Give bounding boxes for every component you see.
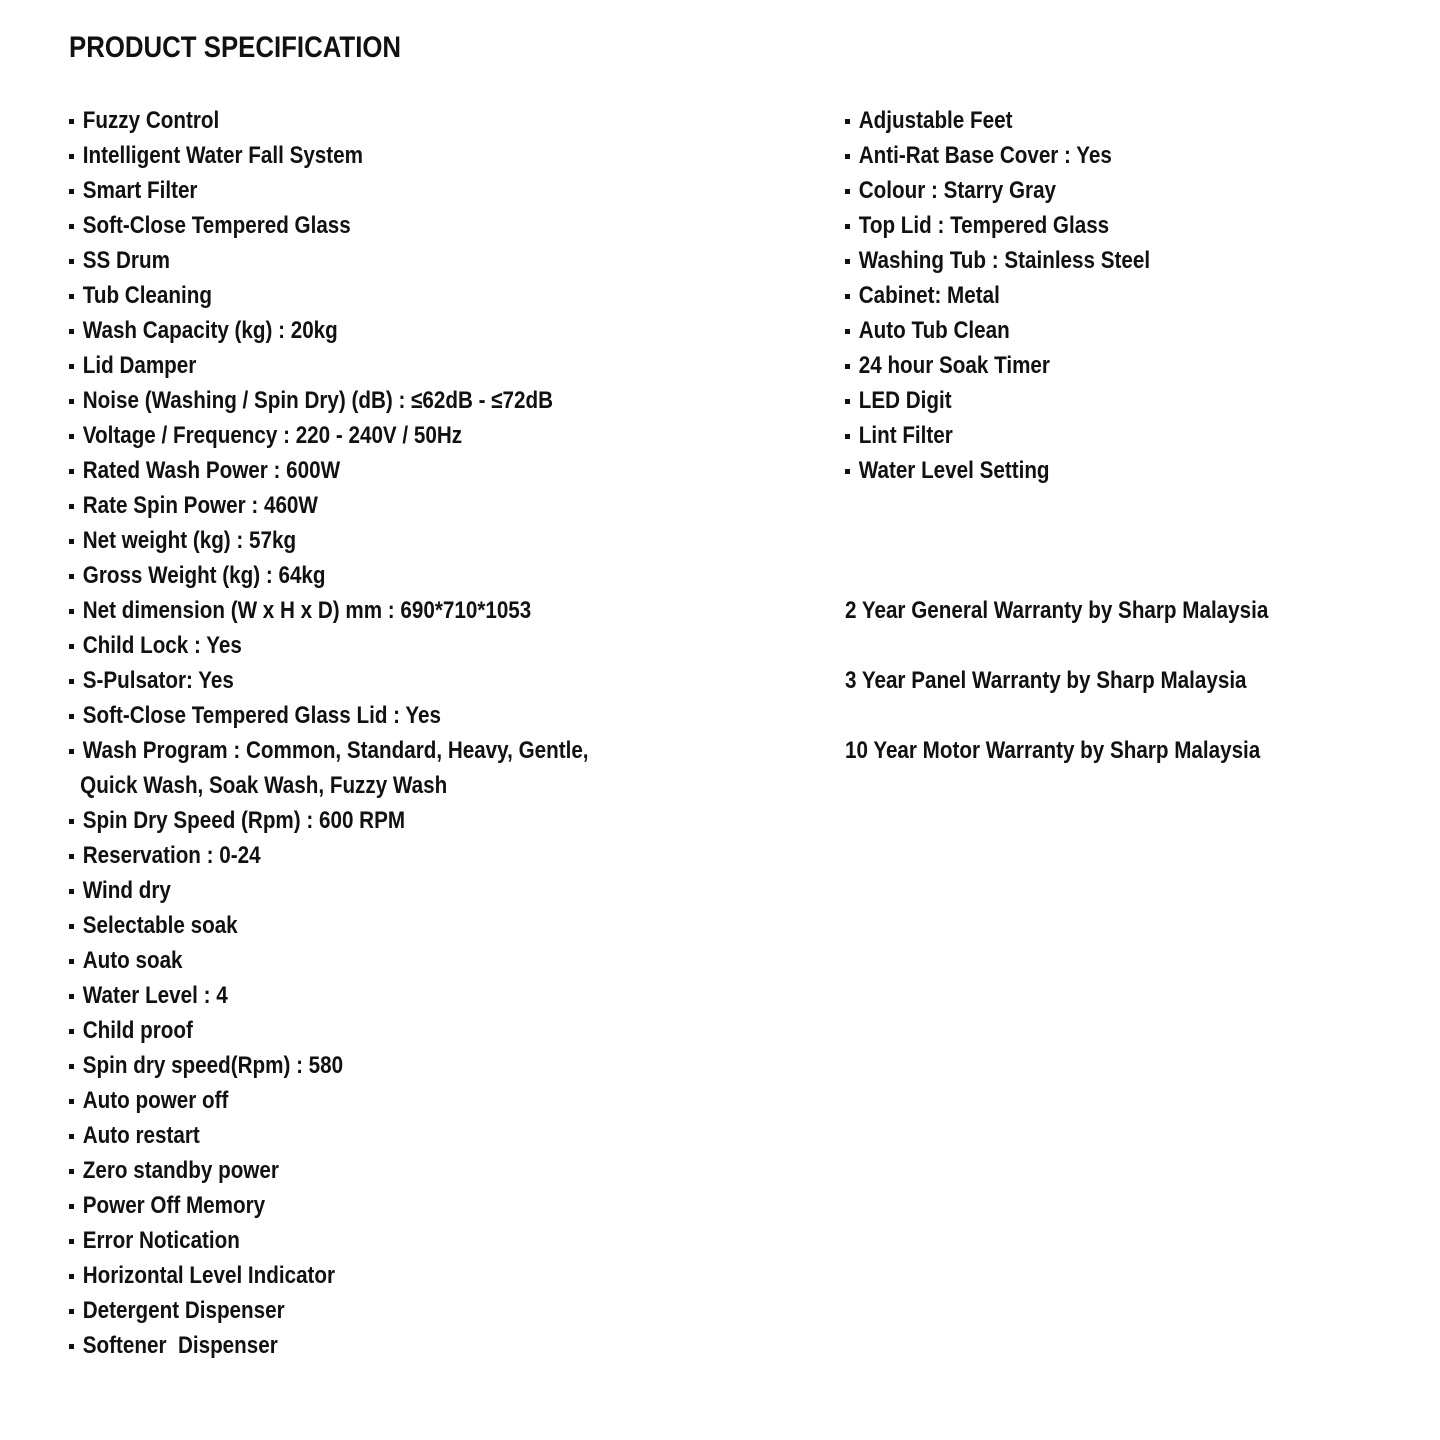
spec-text: Water Level : 4 (82, 982, 228, 1009)
spec-text: 24 hour Soak Timer (858, 352, 1050, 379)
spec-text: Adjustable Feet (858, 107, 1013, 134)
spec-text: Smart Filter (82, 177, 198, 204)
spec-text: Wash Capacity (kg) : 20kg (82, 317, 338, 344)
spec-item (69, 1048, 789, 1083)
spec-text: Lint Filter (858, 422, 953, 449)
spec-text: Error Notication (82, 1227, 240, 1254)
spec-item (69, 1188, 789, 1223)
spec-text: Spin Dry Speed (Rpm) : 600 RPM (82, 807, 406, 834)
spec-item (69, 838, 789, 873)
spec-item (69, 1083, 789, 1118)
spec-text: Intelligent Water Fall System (82, 142, 363, 169)
spec-text: Tub Cleaning (82, 282, 212, 309)
spec-item (69, 1013, 789, 1048)
spec-item (69, 103, 789, 138)
spec-text: Rate Spin Power : 460W (82, 492, 318, 519)
spec-text: Auto restart (82, 1122, 200, 1149)
warranty-item (845, 733, 1337, 803)
page-title: PRODUCT SPECIFICATION (69, 31, 402, 64)
spec-item (69, 173, 789, 208)
spec-text: Fuzzy Control (82, 107, 220, 134)
spec-text: Voltage / Frequency : 220 - 240V / 50Hz (82, 422, 463, 449)
spec-text: Zero standby power (82, 1157, 279, 1184)
spec-text-line: Wash Program : Common, Standard, Heavy, Gentle, (82, 737, 589, 764)
spec-item (69, 943, 789, 978)
spec-item (69, 908, 789, 943)
spec-text: Power Off Memory (82, 1192, 266, 1219)
spec-item (69, 978, 789, 1013)
spec-item (845, 383, 1405, 418)
spec-item (845, 208, 1405, 243)
spec-item (69, 453, 789, 488)
spec-text: Cabinet: Metal (858, 282, 1000, 309)
spec-item (69, 698, 789, 733)
spec-item (845, 348, 1405, 383)
spec-item (69, 488, 789, 523)
spec-item (845, 313, 1405, 348)
spec-item (845, 138, 1405, 173)
spec-text: Child proof (82, 1017, 193, 1044)
spec-item (69, 348, 789, 383)
spec-item (69, 1153, 789, 1188)
spec-item (69, 733, 789, 803)
spec-item (69, 663, 789, 698)
spec-text: Auto power off (82, 1087, 229, 1114)
warranty-item (845, 663, 1337, 733)
warranty-text: 10 Year Motor Warranty by Sharp Malaysia (845, 737, 1261, 764)
spec-text: Horizontal Level Indicator (82, 1262, 336, 1289)
spec-text: Auto soak (82, 947, 183, 974)
spec-text: Auto Tub Clean (858, 317, 1010, 344)
spec-text: Gross Weight (kg) : 64kg (82, 562, 326, 589)
spec-item (845, 278, 1405, 313)
spec-text: Noise (Washing / Spin Dry) (dB) : ≤62dB - ≤72dB (82, 387, 554, 414)
spec-text: SS Drum (82, 247, 170, 274)
spec-item (69, 383, 789, 418)
spec-text: Spin dry speed(Rpm) : 580 (82, 1052, 344, 1079)
spec-item (845, 453, 1405, 488)
spec-text: Lid Damper (82, 352, 197, 379)
spec-item (69, 523, 789, 558)
spec-text: S-Pulsator: Yes (82, 667, 234, 694)
spec-text: Wind dry (82, 877, 171, 904)
spec-text: Net dimension (W x H x D) mm : 690*710*1053 (82, 597, 532, 624)
spec-item (69, 1293, 789, 1328)
spec-text: Net weight (kg) : 57kg (82, 527, 297, 554)
spec-item (845, 418, 1405, 453)
spec-item (69, 418, 789, 453)
spec-item (69, 1223, 789, 1258)
spec-item (845, 173, 1405, 208)
spec-item (69, 873, 789, 908)
spec-text: Softener Dispenser (82, 1332, 278, 1359)
spec-text: Reservation : 0-24 (82, 842, 261, 869)
spec-item (69, 138, 789, 173)
warranty-text: 3 Year Panel Warranty by Sharp Malaysia (845, 667, 1247, 694)
spec-text: LED Digit (858, 387, 952, 414)
spec-text-continuation: Quick Wash, Soak Wash, Fuzzy Wash (80, 772, 448, 799)
spec-item (69, 278, 789, 313)
spec-item (69, 803, 789, 838)
spec-text: Water Level Setting (858, 457, 1050, 484)
spec-text: Selectable soak (82, 912, 238, 939)
spec-text: Soft-Close Tempered Glass Lid : Yes (82, 702, 442, 729)
spec-text: Child Lock : Yes (82, 632, 242, 659)
spec-text (69, 733, 589, 803)
warranty-text: 2 Year General Warranty by Sharp Malaysia (845, 597, 1269, 624)
spec-text: Rated Wash Power : 600W (82, 457, 341, 484)
spec-item (69, 1258, 789, 1293)
spec-item (69, 558, 789, 593)
spec-text: Colour : Starry Gray (858, 177, 1057, 204)
spec-item (845, 103, 1405, 138)
right-spec-list (845, 103, 1405, 488)
spec-item (69, 593, 789, 628)
spec-item (69, 628, 789, 663)
warranty-list (845, 593, 1337, 803)
spec-text: Washing Tub : Stainless Steel (858, 247, 1151, 274)
warranty-item (845, 593, 1337, 663)
spec-text: Anti-Rat Base Cover : Yes (858, 142, 1112, 169)
spec-item (845, 243, 1405, 278)
spec-text: Soft-Close Tempered Glass (82, 212, 351, 239)
spec-text: Top Lid : Tempered Glass (858, 212, 1110, 239)
spec-item (69, 313, 789, 348)
spec-item (69, 1328, 789, 1363)
spec-text: Detergent Dispenser (82, 1297, 285, 1324)
spec-item (69, 1118, 789, 1153)
spec-item (69, 208, 789, 243)
left-spec-list (69, 103, 789, 1363)
spec-item (69, 243, 789, 278)
